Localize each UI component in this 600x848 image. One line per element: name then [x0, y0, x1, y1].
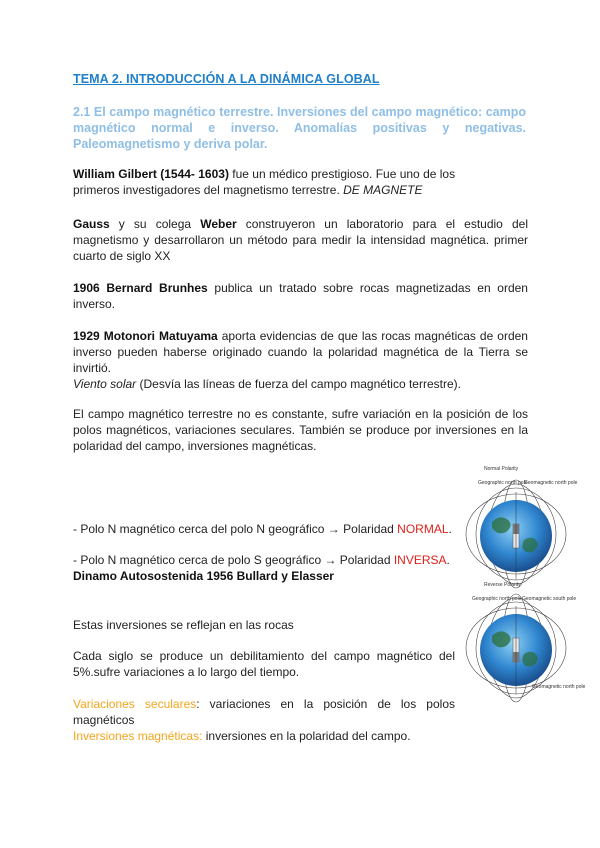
solar-wind-label: Viento solar [73, 377, 137, 391]
subsection-heading: 2.1 El campo magnético terrestre. Inversiones del campo magnético: campo magnético normal e inverso. Anomalías positivas y negativas. Paleomagnetismo y deriva polar. [73, 105, 526, 151]
gilbert-name: William Gilbert (1544- 1603) [73, 167, 229, 181]
paragraph-campo: El campo magnético terrestre no es constante, sufre variación en la posición de los polos magnéticos, variaciones seculares. También se produce por inversiones en la polaridad del campo, inversiones magnéticas. [73, 407, 528, 453]
polo-inversa-text: - Polo N magnético cerca de polo S geográfico → Polaridad [73, 553, 394, 567]
paragraph-gauss [73, 216, 528, 264]
variaciones-text: : variaciones en la posición de los polos magnéticos [73, 697, 455, 727]
paragraph-matuyama [73, 328, 528, 392]
polo-inversa-line [73, 552, 463, 568]
matuyama-name: 1929 Motonori Matuyama [73, 329, 218, 343]
gauss-text-2: construyeron un laboratorio para el estudio del magnetismo y desarrollaron un método para medir la intensidad magnética. primer cuarto de siglo XX [73, 217, 528, 263]
weber-name: Weber [200, 217, 237, 231]
paragraph-brunhes [73, 280, 528, 312]
normal-title: Normal Polarity [484, 466, 519, 472]
reverse-mag-label: Geomagnetic south pole [522, 596, 577, 602]
gauss-text-1: y su colega [109, 217, 201, 231]
reverse-polarity-figure [462, 578, 586, 706]
paragraph-debilitamiento: Cada siglo se produce un debilitamiento del campo magnético del 5%.sufre variaciones a lo largo del tiempo. [73, 649, 455, 679]
reverse-title: Reverse Polarity [484, 582, 521, 588]
normal-label: NORMAL [397, 522, 449, 536]
solar-wind-text: (Desvía las líneas de fuerza del campo magnético terrestre). [136, 377, 461, 391]
gauss-name: Gauss [73, 217, 110, 231]
reflejan-line: Estas inversiones se reflejan en las rocas [73, 618, 294, 632]
polo-normal-end: . [448, 522, 452, 536]
inversiones-label: Inversiones magnéticas: [73, 729, 203, 743]
reverse-geo-label: Geographic north pole [472, 596, 522, 602]
matuyama-text: aporta evidencias de que las rocas magnéticas de orden inverso pueden haberse originado cuando la polaridad magnética de la Tierra se invirtió. [73, 329, 528, 375]
inversa-label: INVERSA [393, 553, 447, 567]
gilbert-text: fue un médico prestigioso. Fue uno de los primeros investigadores del magnetismo terrestre. [73, 167, 456, 197]
dinamo-line: Dinamo Autosostenida 1956 Bullard y Elasser [73, 569, 334, 583]
reverse-bottom-label: Geomagnetic north pole [532, 684, 586, 690]
variaciones-label: Variaciones seculares [73, 697, 197, 711]
normal-mag-label: Geomagnetic north pole [524, 480, 578, 486]
paragraph-inversiones [73, 728, 455, 744]
paragraph-variaciones [73, 696, 455, 728]
gilbert-book: DE MAGNETE [343, 183, 423, 197]
polo-normal-line [73, 521, 463, 537]
polo-normal-text: - Polo N magnético cerca del polo N geográfico → Polaridad [73, 522, 398, 536]
brunhes-name: 1906 Bernard Brunhes [73, 281, 208, 295]
section-title: TEMA 2. INTRODUCCIÓN A LA DINÁMICA GLOBAL [73, 72, 380, 86]
paragraph-gilbert [73, 166, 473, 198]
reverse-polarity-globe-image [462, 578, 586, 706]
normal-polarity-globe-image [462, 462, 578, 587]
normal-polarity-figure [462, 462, 578, 587]
polo-inversa-end: . [446, 553, 450, 567]
brunhes-text: publica un tratado sobre rocas magnetizadas en orden inverso. [73, 281, 528, 311]
inversiones-text: inversiones en la polaridad del campo. [202, 729, 411, 743]
normal-geo-label: Geographic north pole [478, 480, 528, 486]
